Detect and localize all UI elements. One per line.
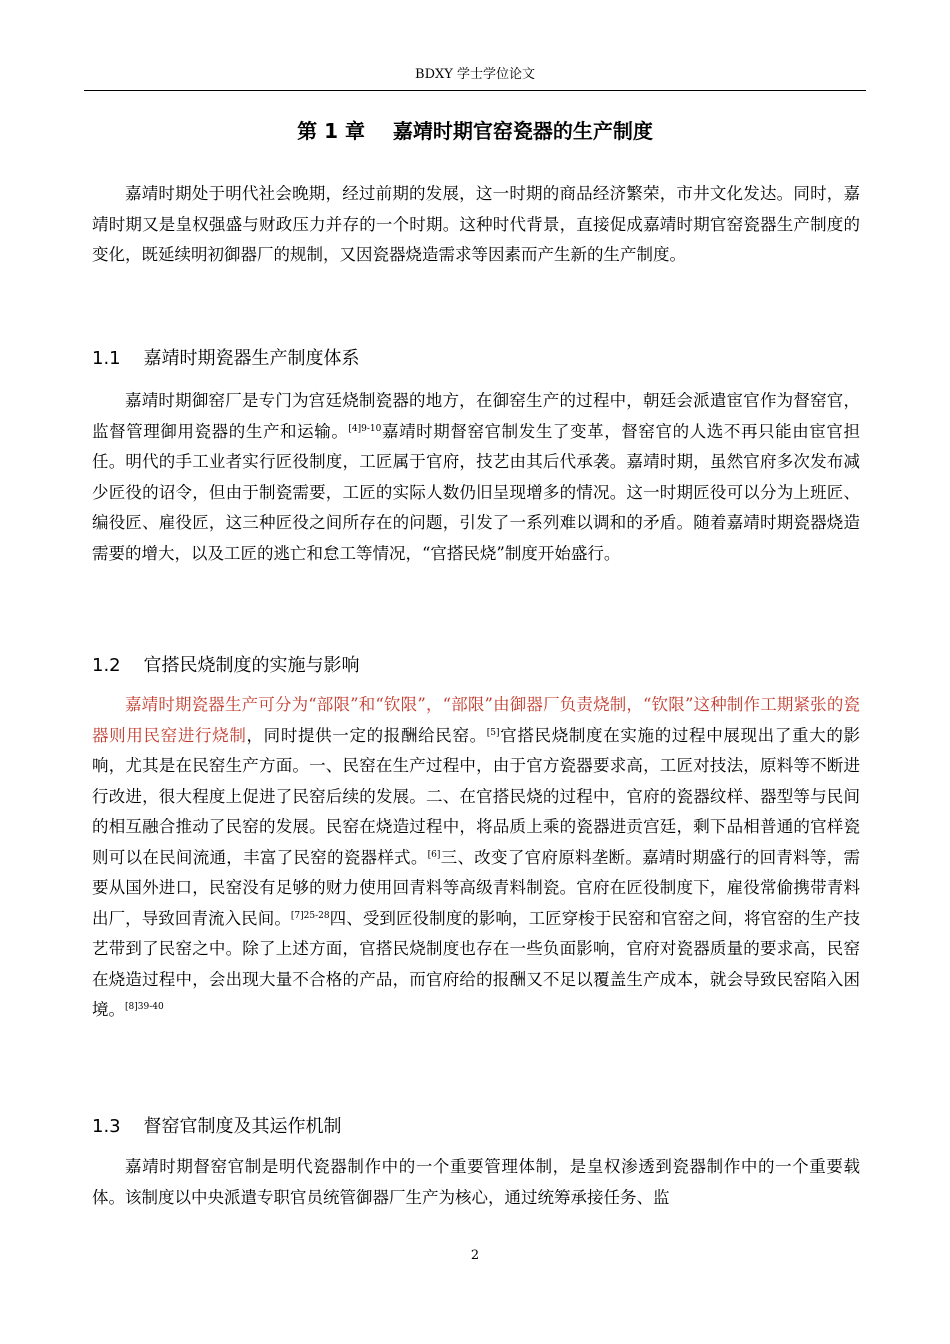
citation: [4]9-10 [348, 423, 382, 434]
section-1-3-paragraph: 嘉靖时期督窑官制是明代瓷器制作中的一个重要管理体制，是皇权渗透到瓷器制作中的一个重要载体。该制度以中央派遣专职官员统管御器厂生产为核心，通过统筹承接任务、监 [92, 1157, 860, 1207]
citation: [8]39-40 [125, 1002, 164, 1012]
section-1-2-text-a: ，同时提供一定的报酬给民窑。 [246, 725, 487, 745]
section-1-2-text-c: 三、改变了官府原料垄断。嘉靖时期盛行的回青料等，需要从国外进口，民窑没有足够的财力使用回青料等高级青料制瓷。官府在匠役制度下，雇役常偷携带青料出厂，导致回青流入民间。 [92, 847, 861, 928]
intro-paragraph: 嘉靖时期处于明代社会晚期，经过前期的发展，这一时期的商品经济繁荣，市井文化发达。同时，嘉靖时期又是皇权强盛与财政压力并存的一个时期。这种时代背景，直接促成嘉靖时期官窑瓷器生产制度的变化，既延续明初御器厂的规制，又因瓷器烧造需求等因素而产生新的生产制度。 [92, 184, 860, 264]
highlighted-text: 嘉靖时期瓷器生产可分为“部限”和“钦限”，“部限”由御器厂负责烧制，“钦限”这种制作工期紧张的瓷器则用民窑进行烧制 [92, 695, 860, 745]
section-1-2-text-d: 四、受到匠役制度的影响，工匠穿梭于民窑和官窑之间，将官窑的生产技艺带到了民窑之中。除了上述方面，官搭民烧制度也存在一些负面影响，官府对瓷器质量的要求高，民窑在烧造过程中，会出现大量不合格的产品，而官府给的报酬又不足以覆盖生产成本，就会导致民窑陷入困境。 [92, 908, 861, 1019]
chapter-title: 第 1 章 嘉靖时期官窑瓷器的生产制度 [297, 119, 653, 143]
page-number: 2 [470, 1248, 480, 1263]
section-1-1-text-b: 嘉靖时期督窑官制发生了变革，督窑官的人选不再只能由宦官担任。明代的手工业者实行匠役制度，工匠属于官府，技艺由其后代承袭。嘉靖时期，虽然官府多次发布减少匠役的诏令，但由于制瓷需要，工匠的实际人数仍旧呈现增多的情况。这一时期匠役可以分为上班匠、编役匠、雇役匠，这三种匠役之间所存在的问题，引发了一系列难以调和的矛盾。随着嘉靖时期瓷器烧造需要的增大，以及工匠的逃亡和怠工等情况，“官搭民烧”制度开始盛行。 [92, 421, 860, 563]
section-1-3-title: 1.3 督窑官制度及其运作机制 [92, 1116, 342, 1137]
section-1-1-text-a: 嘉靖时期御窑厂是专门为宫廷烧制瓷器的地方，在御窑生产的过程中，朝廷会派遣宦官作为督窑官，监督管理御用瓷器的生产和运输。 [92, 391, 860, 441]
section-1-2-paragraph [92, 690, 860, 1026]
running-header: BDXY 学士学位论文 [415, 67, 535, 82]
citation: [7]25-28 [290, 910, 330, 921]
section-1-1-paragraph [92, 386, 860, 569]
header-rule [84, 90, 866, 91]
section-1-2-text-b: 官搭民烧制度在实施的过程中展现出了重大的影响，尤其是在民窑生产方面。一、民窑在生产过程中，由于官方瓷器要求高，工匠对技法，原料等不断进行改进，很大程度上促进了民窑后续的发展。二、在官搭民烧的过程中，官府的瓷器纹样、器型等与民间的相互融合推动了民窑的发展。民窑在烧造过程中，将品质上乘的瓷器进贡宫廷，剩下品相普通的官样瓷则可以在民间流通，丰富了民窑的瓷器样式。 [92, 725, 861, 867]
section-1-2-title: 1.2 官搭民烧制度的实施与影响 [92, 655, 360, 676]
citation: [6] [427, 849, 441, 860]
citation: [5] [486, 727, 500, 738]
section-1-1-title: 1.1 嘉靖时期瓷器生产制度体系 [92, 348, 360, 369]
